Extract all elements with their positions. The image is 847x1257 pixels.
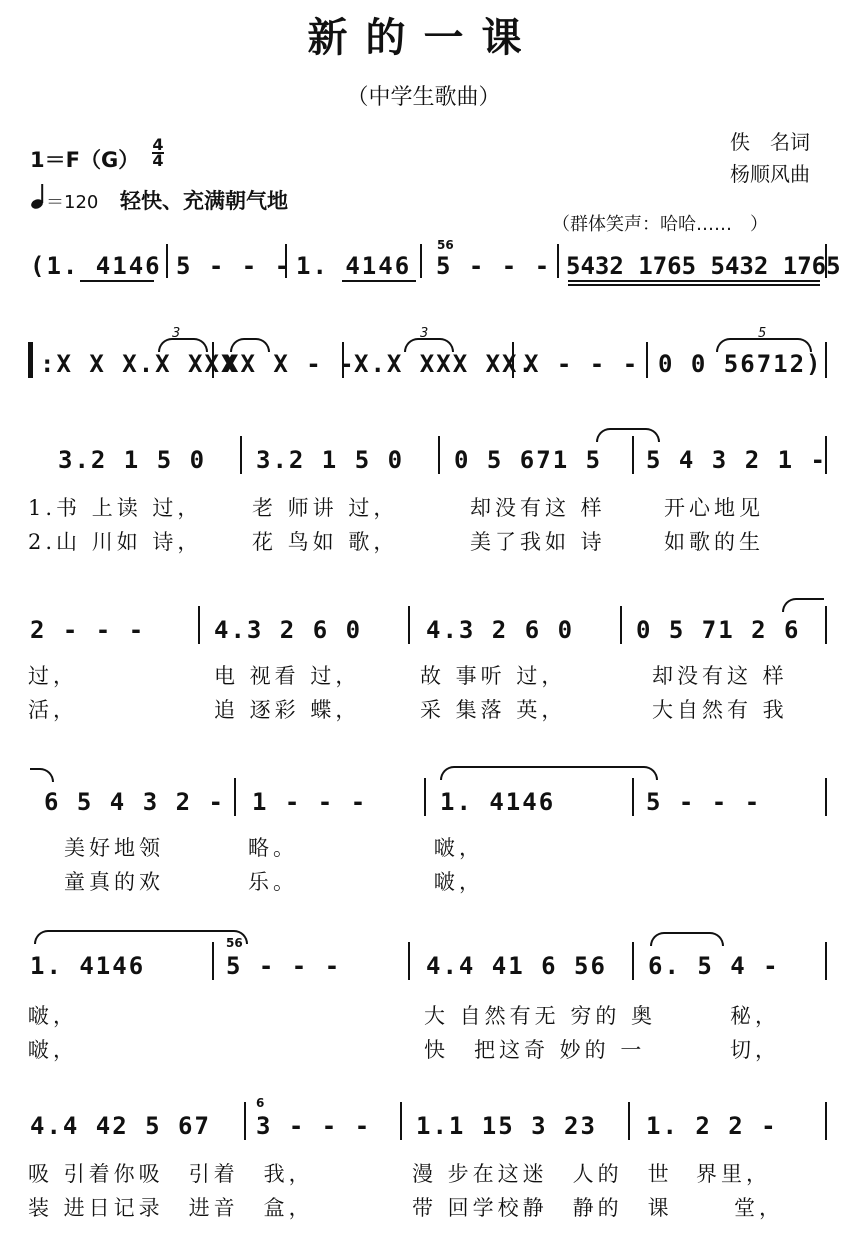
lyric-verse-1: 美好地领 <box>64 836 164 860</box>
system-4-measure-4: 0 5 71 2 6 <box>636 616 801 644</box>
grace-notes: 56 <box>437 238 454 252</box>
lyric-verse-1: 开心地见 <box>664 496 764 520</box>
tuplet-bracket <box>404 338 454 352</box>
lyric-verse-2: 如歌的生 <box>664 530 764 554</box>
lyric-verse-2: 活， <box>28 698 78 722</box>
barline <box>825 778 827 816</box>
system-7-measure-1: 4.4 42 5 67 <box>30 1112 211 1140</box>
lyric-verse-2: 带 回学校静 静的 课 <box>412 1196 673 1220</box>
lyric-verse-2: 啵， <box>434 870 484 894</box>
lyric-verse-1: 界里， <box>696 1162 771 1186</box>
tuplet-bracket <box>158 338 208 352</box>
system-6-measure-1: 1. 4146 <box>30 952 146 980</box>
system-1-measure-1: (1. 4146 <box>30 252 162 280</box>
tie-mark <box>650 932 724 946</box>
grace-notes: 6 <box>256 1096 265 1110</box>
system-1-measure-4: 5 - - - <box>436 252 552 280</box>
barline <box>424 778 426 816</box>
barline <box>825 1102 827 1140</box>
slur-mark <box>440 766 658 780</box>
system-3-measure-4: 5 4 3 2 1 - <box>646 446 827 474</box>
quintuplet-mark: 5 <box>758 326 767 341</box>
system-2-measure-2: XX X - - <box>224 350 356 378</box>
lyric-verse-1: 却没有这 样 <box>652 664 788 688</box>
lyric-verse-2: 采 集落 英， <box>420 698 567 722</box>
system-1-measure-2: 5 - - - <box>176 252 292 280</box>
lyric-verse-2: 啵， <box>28 1038 78 1062</box>
lyric-verse-2: 乐。 <box>248 870 298 894</box>
lyric-verse-1: 吸 引着你吸 引着 我， <box>28 1162 314 1186</box>
system-2-measure-5: 0 0 56712) <box>658 350 823 378</box>
system-5-measure-1: 6 5 4 3 2 - <box>44 788 225 816</box>
system-3-measure-2: 3.2 1 5 0 <box>256 446 405 474</box>
barline <box>825 436 827 474</box>
lyric-verse-1: 秘， <box>730 1004 780 1028</box>
barline <box>825 342 827 378</box>
lyric-verse-1: 过， <box>28 664 78 688</box>
song-subtitle: （中学生歌曲） <box>346 85 501 110</box>
barline <box>620 606 622 644</box>
lyric-verse-2: 堂， <box>734 1196 784 1220</box>
system-6-measure-2: 5 - - - <box>226 952 342 980</box>
system-1-measure-3: 1. 4146 <box>296 252 412 280</box>
lyric-verse-1: 大 自然有无 穷的 奥 <box>424 1004 657 1028</box>
system-1-measure-5: 5432 1765 5432 1765 <box>566 252 841 280</box>
system-3-measure-1: 3.2 1 5 0 <box>58 446 207 474</box>
lyric-verse-2: 童真的欢 <box>64 870 164 894</box>
slur-mark <box>34 930 248 944</box>
lyric-verse-1: 老 师讲 过， <box>252 496 399 520</box>
system-7-measure-2: 3 - - - <box>256 1112 372 1140</box>
lyric-verse-2: 2.山 川如 诗， <box>28 530 203 554</box>
barline <box>212 942 214 980</box>
barline <box>512 342 514 378</box>
lyric-verse-2: 美了我如 诗 <box>470 530 606 554</box>
barline <box>632 778 634 816</box>
barline <box>342 342 344 378</box>
beam-underline <box>568 280 820 282</box>
lyric-verse-2: 快 把这奇 妙的 一 <box>424 1038 646 1062</box>
barline <box>825 606 827 644</box>
quarter-note-icon <box>30 182 46 214</box>
system-7-measure-3: 1.1 15 3 23 <box>416 1112 597 1140</box>
barline <box>557 244 559 278</box>
barline <box>628 1102 630 1140</box>
lyric-verse-1: 漫 步在这迷 人的 世 <box>412 1162 673 1186</box>
lyric-verse-1: 1.书 上读 过， <box>28 496 203 520</box>
tie-mark <box>30 768 54 782</box>
barline <box>420 244 422 278</box>
barline <box>234 778 236 816</box>
barline <box>825 244 827 278</box>
barline <box>438 436 440 474</box>
barline <box>632 436 634 474</box>
system-3-measure-3: 0 5 671 5 <box>454 446 603 474</box>
barline <box>244 1102 246 1140</box>
barline <box>198 606 200 644</box>
barline <box>212 342 214 378</box>
system-2-measure-4: X - - - <box>524 350 640 378</box>
tempo-expression: 轻快、充满朝气地 <box>120 189 288 213</box>
system-5-measure-3: 1. 4146 <box>440 788 556 816</box>
barline <box>632 942 634 980</box>
tuplet-bracket <box>716 338 812 352</box>
beam-underline <box>342 280 416 282</box>
lyric-verse-2: 花 鸟如 歌， <box>252 530 399 554</box>
tempo-value: ＝120 <box>46 192 99 213</box>
time-signature-bottom: 4 <box>152 151 164 170</box>
lyric-verse-2: 追 逐彩 蝶， <box>214 698 361 722</box>
beam-underline <box>568 284 820 286</box>
time-signature-top: 4 <box>152 135 164 154</box>
system-5-measure-2: 1 - - - <box>252 788 368 816</box>
intro-note: （群体笑声：哈哈…… ） <box>552 214 768 235</box>
barline <box>408 606 410 644</box>
lyric-verse-1: 略。 <box>248 836 298 860</box>
barline <box>408 942 410 980</box>
tie-mark <box>230 338 270 352</box>
lyric-verse-1: 电 视看 过， <box>214 664 361 688</box>
tie-mark <box>782 598 824 612</box>
composer-credit: 杨顺风曲 <box>730 162 810 186</box>
lyric-verse-2: 大自然有 我 <box>652 698 788 722</box>
lyric-verse-1: 啵， <box>28 1004 78 1028</box>
barline <box>240 436 242 474</box>
system-6-measure-4: 6. 5 4 - <box>648 952 780 980</box>
barline <box>825 942 827 980</box>
grace-notes: 56 <box>226 936 243 950</box>
lyric-verse-1: 啵， <box>434 836 484 860</box>
system-7-measure-4: 1. 2 2 - <box>646 1112 778 1140</box>
system-2-measure-3: X.X XXX XX. <box>354 350 535 378</box>
tie-mark <box>596 428 660 442</box>
system-4-measure-1: 2 - - - <box>30 616 146 644</box>
lyricist-credit: 佚 名词 <box>730 130 810 154</box>
system-6-measure-3: 4.4 41 6 56 <box>426 952 607 980</box>
barline <box>285 244 287 278</box>
repeat-start-barline <box>28 342 33 378</box>
barline <box>166 244 168 278</box>
barline <box>400 1102 402 1140</box>
system-4-measure-3: 4.3 2 6 0 <box>426 616 575 644</box>
lyric-verse-1: 故 事听 过， <box>420 664 567 688</box>
beam-underline <box>80 280 154 282</box>
song-title: 新的一课 <box>307 14 540 61</box>
triplet-mark: 3 <box>420 326 429 341</box>
key-signature: 1＝F（G） <box>30 148 140 172</box>
barline <box>646 342 648 378</box>
triplet-mark: 3 <box>172 326 181 341</box>
lyric-verse-2: 切， <box>730 1038 780 1062</box>
system-4-measure-2: 4.3 2 6 0 <box>214 616 363 644</box>
lyric-verse-1: 却没有这 样 <box>470 496 606 520</box>
system-2-measure-1: :X X X.X XXX <box>40 350 238 378</box>
time-signature <box>152 135 164 170</box>
system-5-measure-4: 5 - - - <box>646 788 762 816</box>
lyric-verse-2: 装 进日记录 进音 盒， <box>28 1196 314 1220</box>
